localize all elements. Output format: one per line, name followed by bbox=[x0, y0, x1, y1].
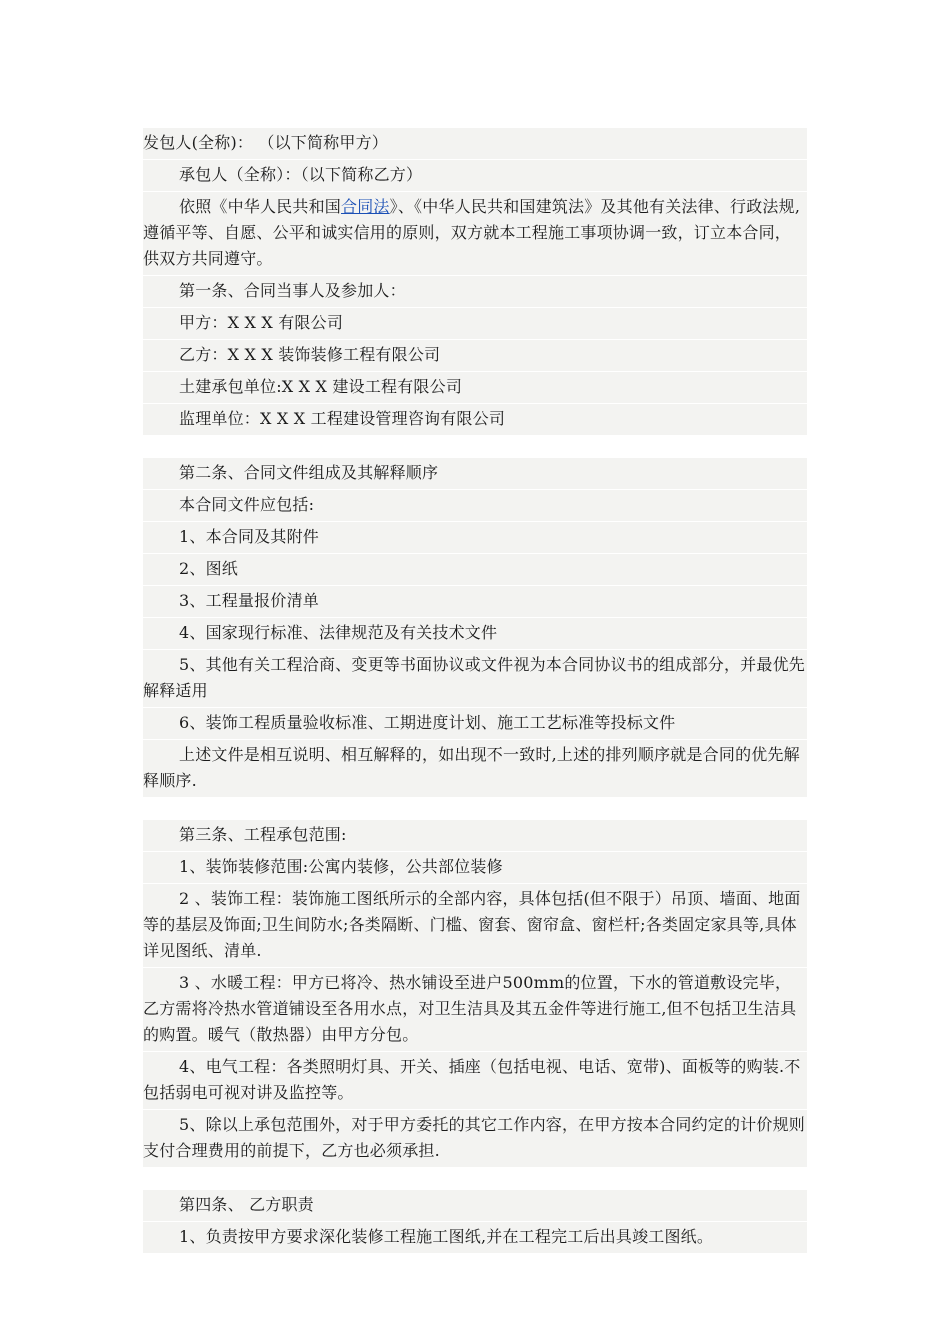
contract-document bbox=[143, 128, 807, 1246]
article-2-intro: 本合同文件应包括: bbox=[143, 490, 807, 522]
article-2-item: 1、本合同及其附件 bbox=[143, 522, 807, 554]
preamble-paragraph bbox=[143, 192, 807, 276]
article-3-item: 4、电气工程：各类照明灯具、开关、插座（包括电视、电话、宽带)、面板等的购装.不包括弱电可视对讲及监控等。 bbox=[143, 1052, 807, 1110]
preamble-text-before: 依照《中华人民共和国 bbox=[179, 197, 342, 216]
party-b-line: 承包人（全称）：（以下简称乙方） bbox=[143, 160, 807, 192]
contract-law-link[interactable]: 合同法 bbox=[341, 197, 390, 216]
article-3-item: 5、除以上承包范围外，对于甲方委托的其它工作内容，在甲方按本合同约定的计价规则支付合理费用的前提下，乙方也必须承担. bbox=[143, 1110, 807, 1168]
article-1-item: 监理单位：X X X 工程建设管理咨询有限公司 bbox=[143, 404, 807, 436]
article-1-item: 甲方：X X X 有限公司 bbox=[143, 308, 807, 340]
article-1-item: 土建承包单位:X X X 建设工程有限公司 bbox=[143, 372, 807, 404]
section-spacer bbox=[143, 436, 807, 458]
section-spacer bbox=[143, 1168, 807, 1190]
party-a-line: 发包人(全称)： （以下简称甲方） bbox=[143, 128, 807, 160]
preamble-text-after: 》、《中华人民共和国建筑法》及其他有关法律、行政法规,遵循平等、自愿、公平和诚实信用的原则，双方就本工程施工事项协调一致，订立本合同，供双方共同遵守。 bbox=[143, 197, 801, 268]
article-2-item: 4、国家现行标准、法律规范及有关技术文件 bbox=[143, 618, 807, 650]
article-1-item: 乙方：X X X 装饰装修工程有限公司 bbox=[143, 340, 807, 372]
article-2-item: 3、工程量报价清单 bbox=[143, 586, 807, 618]
article-3-item: 3 、水暖工程：甲方已将冷、热水铺设至进户500mm的位置，下水的管道敷设完毕，乙方需将冷热水管道铺设至各用水点，对卫生洁具及其五金件等进行施工,但不包括卫生洁具的购置。暖气（散热器）由甲方分包。 bbox=[143, 968, 807, 1052]
section-spacer bbox=[143, 798, 807, 820]
article-2-item: 5、其他有关工程洽商、变更等书面协议或文件视为本合同协议书的组成部分，并最优先解释适用 bbox=[143, 650, 807, 708]
article-4-title: 第四条、 乙方职责 bbox=[143, 1190, 807, 1222]
article-2-title: 第二条、合同文件组成及其解释顺序 bbox=[143, 458, 807, 490]
article-3-title: 第三条、工程承包范围: bbox=[143, 820, 807, 852]
article-3-item: 2 、装饰工程：装饰施工图纸所示的全部内容，具体包括(但不限于）吊顶、墙面、地面等的基层及饰面;卫生间防水;各类隔断、门槛、窗套、窗帘盒、窗栏杆;各类固定家具等,具体详见图纸、清单. bbox=[143, 884, 807, 968]
article-3-item: 1、装饰装修范围:公寓内装修，公共部位装修 bbox=[143, 852, 807, 884]
article-1-title: 第一条、合同当事人及参加人： bbox=[143, 276, 807, 308]
article-2-item: 2、图纸 bbox=[143, 554, 807, 586]
article-2-item: 6、装饰工程质量验收标准、工期进度计划、施工工艺标准等投标文件 bbox=[143, 708, 807, 740]
article-4-item: 1、负责按甲方要求深化装修工程施工图纸,并在工程完工后出具竣工图纸。 bbox=[143, 1222, 807, 1254]
article-2-outro: 上述文件是相互说明、相互解释的，如出现不一致时,上述的排列顺序就是合同的优先解释顺序. bbox=[143, 740, 807, 798]
